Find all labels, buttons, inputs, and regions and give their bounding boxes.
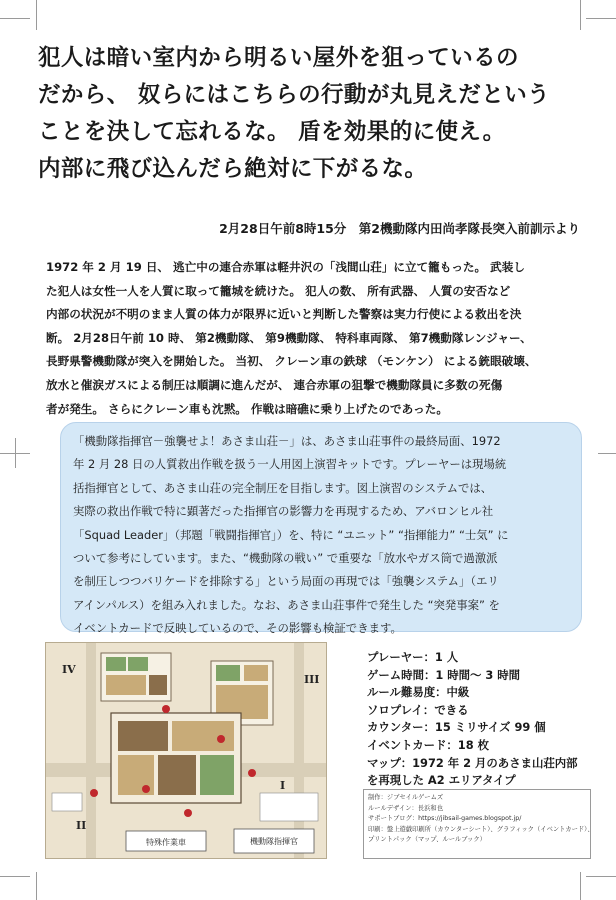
summary-line: 括指揮官として、あさま山荘の完全制圧を目指します。図上演習のシステムでは、 <box>73 480 493 495</box>
headline-line: 内部に飛び込んだら絶対に下がるな。 <box>38 156 428 182</box>
map-zone-label: 機動隊指揮官 <box>250 837 298 846</box>
credits-box <box>363 789 594 859</box>
map-room-green <box>106 657 126 671</box>
crop-mark <box>36 872 37 900</box>
map-marker <box>162 705 170 713</box>
story-line: 断。 2月28日午前 10 時、 第2機動隊、 第9機動隊、 特科車両隊、 第7機動隊レンジャー、 <box>46 330 532 345</box>
map-quadrant-label: I <box>280 779 286 792</box>
story-line: 内部の状況が不明のまま人質の体力が限界に近いと判断した警察は実力行使による救出を決 <box>46 307 522 322</box>
spec-line: イベントカード：18 枚 <box>367 737 489 752</box>
spec-line: ゲーム時間：1 時間～ 3 時間 <box>367 667 521 682</box>
story-line: た犯人は女性一人を人質に取って籠城を続けた。 犯人の数、 所有武器、 人質の安否など <box>46 283 511 298</box>
credit-line: プリントパック（マップ、ルールブック） <box>368 836 486 844</box>
story-line: 放水と催涙ガスによる制圧は順調に進んだが、 連合赤軍の狙撃で機動隊員に多数の死傷 <box>46 377 503 392</box>
headline-quote <box>38 40 586 188</box>
map-zone-label: 特殊作業車 <box>146 838 186 847</box>
map-room <box>172 721 234 751</box>
game-map-image <box>45 642 327 859</box>
map-info-box <box>260 793 318 821</box>
spec-line: プレーヤー：1 人 <box>367 650 459 664</box>
story-line: 者が発生。 さらにクレーン車も沈黙。 作戦は暗礁に乗り上げたのであった。 <box>46 401 448 416</box>
map-quadrant-label: IV <box>62 663 76 676</box>
map-room <box>149 675 167 695</box>
credit-line: サポートブログ：https://jibsail-games.blogspot.jp/ <box>368 815 522 823</box>
map-quadrant-label: II <box>76 819 87 832</box>
map-room-green <box>216 665 240 681</box>
crop-mark <box>0 18 30 19</box>
map-marker <box>90 789 98 797</box>
story-line: 1972 年 2 月 19 日、 逃亡中の連合赤軍は軽井沢の「浅間山荘」に立て籠もった。 武装し <box>46 260 525 274</box>
summary-line: イベントカードで反映しているので、その影響も検証できます。 <box>73 621 402 636</box>
crop-mark <box>586 18 616 19</box>
crop-mark <box>586 876 616 877</box>
game-specs <box>367 649 597 790</box>
credit-line: 制作：ジブセイルゲームズ <box>368 794 444 801</box>
headline-line: だから、 奴らにはこちらの行動が丸見えだという <box>38 82 551 108</box>
map-room-green <box>200 755 234 795</box>
map-marker <box>142 785 150 793</box>
spec-line: カウンター：15 ミリサイズ 99 個 <box>367 720 546 735</box>
map-illustration <box>46 643 326 858</box>
map-marker <box>217 735 225 743</box>
map-room-green <box>128 657 148 671</box>
summary-line: 年 2 月 28 日の人質救出作戦を扱う一人用図上演習キットです。プレーヤーは現場統 <box>73 457 507 472</box>
map-road <box>294 643 304 858</box>
map-info-box <box>52 793 82 811</box>
map-room <box>244 665 268 681</box>
credit-line: ルールデザイン：長浜和也 <box>368 804 443 812</box>
map-marker <box>184 809 192 817</box>
summary-line: 「Squad Leader」（邦題「戦闘指揮官」）を、特に “ユニット” “指揮能力” “士気” に <box>73 527 509 542</box>
map-room <box>106 675 146 695</box>
headline-line: 犯人は暗い室内から明るい屋外を狙っているの <box>38 45 519 71</box>
map-room <box>118 721 168 751</box>
credit-line: 印刷：盤上遊戯印刷所（カウンターシート）、グラフィック（イベントカード）、 <box>368 825 594 833</box>
crop-mark <box>580 0 581 30</box>
summary-line: を制圧しつつバリケードを排除する」という局面の再現では「強襲システム」（エリ <box>73 574 499 589</box>
map-room <box>158 755 196 795</box>
story-paragraph <box>46 256 580 421</box>
summary-line: ついて参考にしています。また、“機動隊の戦い” で重要な「放水やガス筒で過激派 <box>73 551 498 566</box>
spec-line: ルール難易度：中級 <box>367 685 470 700</box>
quote-attribution: 2月28日午前8時15分 第2機動隊内田尚孝隊長突入前訓示より <box>219 221 580 236</box>
headline-line: ことを決して忘れるな。 盾を効果的に使え。 <box>38 119 506 145</box>
story-line: 長野県警機動隊が突入を開始した。 当初、 クレーン車の鉄球 （モンケン） による銃眼破壊、 <box>46 354 537 369</box>
spec-line: マップ：1972 年 2 月のあさま山荘内部 <box>367 755 578 770</box>
summary-line: アインパルス）を組み入れました。なお、あさま山荘事件で発生した “突発事案” を <box>73 597 500 612</box>
summary-line: 「機動隊指揮官－強襲せよ！あさま山荘－」は、あさま山荘事件の最終局面、1972 <box>73 434 501 448</box>
spec-line: を再現した A2 エリアタイプ <box>367 773 516 788</box>
game-summary-box <box>60 422 582 636</box>
crop-mark <box>0 876 30 877</box>
map-road <box>86 643 96 858</box>
crop-mark <box>15 438 16 468</box>
map-quadrant-label: III <box>304 673 320 686</box>
summary-line: 実際の救出作戦で特に顕著だった指揮官の影響力を再現するため、アバロンヒル社 <box>73 504 494 519</box>
crop-mark <box>598 453 616 454</box>
map-marker <box>248 769 256 777</box>
spec-line: ソロプレイ：できる <box>367 702 469 717</box>
crop-mark <box>580 872 581 900</box>
crop-mark <box>36 0 37 30</box>
